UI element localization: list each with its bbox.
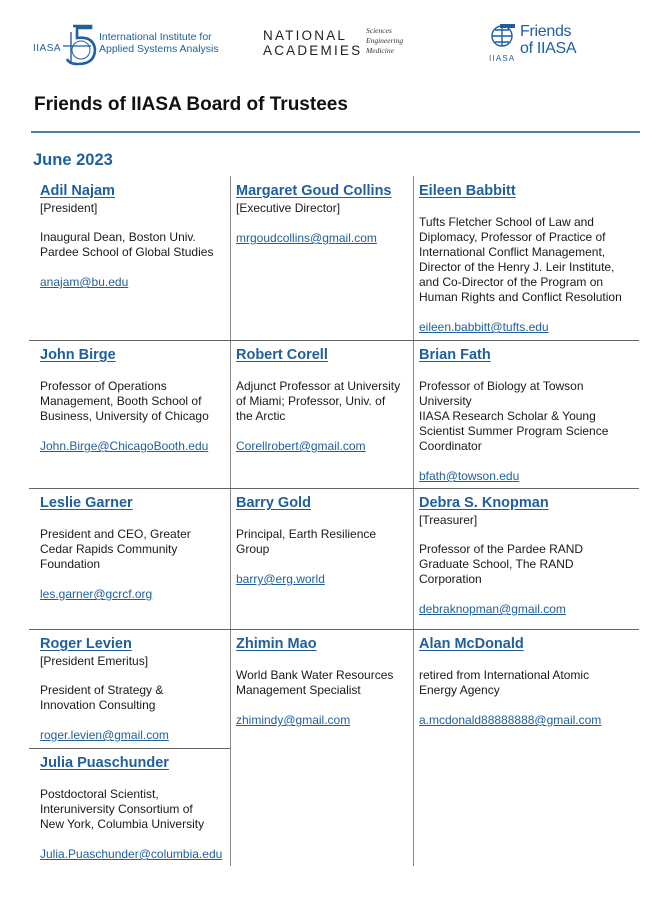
- trustee-card: [29, 748, 230, 866]
- trustee-name-link[interactable]: Zhimin Mao: [236, 636, 317, 652]
- trustee-description-line: Coordinator: [419, 439, 482, 453]
- trustee-description-line: Adjunct Professor at University: [236, 379, 401, 393]
- trustee-description-line: Inaugural Dean, Boston Univ.: [40, 230, 196, 244]
- trustee-role: [President Emeritus]: [40, 654, 149, 668]
- trustee-name-link[interactable]: Leslie Garner: [40, 495, 133, 511]
- trustee-description-line: IIASA Research Scholar & Young: [419, 409, 596, 423]
- iiasa-50-logo: [33, 22, 223, 68]
- trustee-description-line: Postdoctoral Scientist,: [40, 787, 159, 801]
- trustee-description-line: New York, Columbia University: [40, 817, 205, 831]
- trustee-name-link[interactable]: Roger Levien: [40, 636, 132, 652]
- trustee-description-line: Professor of Biology at Towson: [419, 379, 584, 393]
- trustee-description: [419, 542, 639, 587]
- trustee-description-line: Professor of the Pardee RAND: [419, 542, 584, 556]
- trustee-description: [236, 668, 413, 698]
- trustee-card: [29, 629, 230, 748]
- friends-globe-icon: [489, 22, 519, 54]
- trustee-description-line: Business, University of Chicago: [40, 409, 209, 423]
- friends-name: [520, 23, 576, 57]
- na-sub-sciences: Sciences: [366, 26, 392, 35]
- trustee-description-line: World Bank Water Resources: [236, 668, 394, 682]
- trustee-email-link[interactable]: debraknopman@gmail.com: [419, 602, 566, 616]
- trustee-description-line: and Co-Director of the Program on: [419, 275, 604, 289]
- trustee-name-link[interactable]: Julia Puaschunder: [40, 755, 169, 771]
- trustee-email-link[interactable]: les.garner@gcrcf.org: [40, 587, 153, 601]
- trustee-name-link[interactable]: Alan McDonald: [419, 636, 524, 652]
- trustee-description: [236, 379, 413, 424]
- trustee-email-link[interactable]: mrgoudcollins@gmail.com: [236, 231, 377, 245]
- trustee-description-line: Interuniversity Consortium of: [40, 802, 193, 816]
- trustee-card: [29, 340, 230, 488]
- trustee-card: [230, 488, 413, 629]
- trustee-description: [40, 379, 230, 424]
- trustee-description-line: Director of the Henry J. Leir Institute,: [419, 260, 615, 274]
- trustee-description: [40, 527, 230, 572]
- trustee-name-link[interactable]: Margaret Goud Collins: [236, 183, 392, 199]
- trustee-description-line: the Arctic: [236, 409, 286, 423]
- trustee-description-line: Corporation: [419, 572, 482, 586]
- trustee-role: [Executive Director]: [236, 201, 341, 215]
- na-sub-medicine: Medicine: [366, 46, 394, 55]
- friends-line1: Friends: [520, 23, 572, 40]
- trustee-description: [40, 683, 230, 713]
- trustee-card: [230, 629, 413, 748]
- trustee-description-line: Pardee School of Global Studies: [40, 245, 214, 259]
- trustee-email-link[interactable]: zhimindy@gmail.com: [236, 713, 351, 727]
- trustee-name-link[interactable]: Adil Najam: [40, 183, 115, 199]
- trustee-name-link[interactable]: Barry Gold: [236, 495, 311, 511]
- trustee-description: [40, 787, 230, 832]
- trustee-description-line: Graduate School, The RAND: [419, 557, 574, 571]
- trustee-email-link[interactable]: Julia.Puaschunder@columbia.edu: [40, 847, 223, 861]
- na-sub-engineering: Engineering: [366, 36, 404, 45]
- trustee-card: [413, 629, 639, 748]
- trustee-description-line: Energy Agency: [419, 683, 500, 697]
- trustee-description: [419, 668, 639, 698]
- trustee-email-link[interactable]: eileen.babbitt@tufts.edu: [419, 320, 549, 334]
- trustee-description-line: Tufts Fletcher School of Law and: [419, 215, 594, 229]
- iiasa-name-line1: International Institute for: [99, 31, 212, 43]
- trustee-name-link[interactable]: Debra S. Knopman: [419, 495, 549, 511]
- date-heading: June 2023: [33, 151, 113, 169]
- iiasa-institute-name: [99, 31, 219, 55]
- trustee-description-line: President of Strategy &: [40, 683, 164, 697]
- national-academies-logo: [263, 26, 423, 66]
- trustee-card: [413, 176, 639, 340]
- na-name: [263, 28, 362, 58]
- trustee-role: [President]: [40, 201, 98, 215]
- trustee-description-line: President and CEO, Greater: [40, 527, 191, 541]
- trustee-card: [230, 176, 413, 340]
- friends-line2: of IIASA: [520, 40, 577, 57]
- trustee-email-link[interactable]: roger.levien@gmail.com: [40, 728, 169, 742]
- trustee-email-link[interactable]: anajam@bu.edu: [40, 275, 129, 289]
- trustee-card: [230, 340, 413, 488]
- trustee-email-link[interactable]: a.mcdonald88888888@gmail.com: [419, 713, 602, 727]
- trustee-description-line: retired from International Atomic: [419, 668, 590, 682]
- iiasa-acronym: IIASA: [33, 43, 62, 54]
- trustee-description-line: Professor of Operations: [40, 379, 167, 393]
- trustee-email-link[interactable]: barry@erg.world: [236, 572, 325, 586]
- friends-iiasa-acronym: IIASA: [489, 54, 516, 63]
- iiasa-name-line2: Applied Systems Analysis: [99, 43, 219, 55]
- trustee-description-line: Scientist Summer Program Science: [419, 424, 609, 438]
- trustee-description-line: Principal, Earth Resilience: [236, 527, 377, 541]
- trustee-description-line: of Miami; Professor, Univ. of: [236, 394, 386, 408]
- trustee-description: [419, 215, 639, 305]
- trustee-card: [29, 176, 230, 340]
- trustee-name-link[interactable]: John Birge: [40, 347, 116, 363]
- trustee-description: [419, 379, 639, 454]
- na-subtitle: [366, 26, 403, 56]
- trustee-card: [413, 340, 639, 488]
- trustee-description-line: Group: [236, 542, 270, 556]
- trustee-description-line: International Conflict Management,: [419, 245, 606, 259]
- trustee-description-line: Human Rights and Conflict Resolution: [419, 290, 622, 304]
- friends-of-iiasa-logo: [489, 22, 589, 66]
- trustee-role: [Treasurer]: [419, 513, 478, 527]
- na-line2: ACADEMIES: [263, 43, 363, 58]
- trustee-email-link[interactable]: Corellrobert@gmail.com: [236, 439, 366, 453]
- trustee-name-link[interactable]: Eileen Babbitt: [419, 183, 516, 199]
- title-divider: [31, 131, 640, 133]
- trustee-email-link[interactable]: John.Birge@ChicagoBooth.edu: [40, 439, 209, 453]
- trustee-email-link[interactable]: bfath@towson.edu: [419, 469, 520, 483]
- trustee-description-line: Management, Booth School of: [40, 394, 202, 408]
- trustee-description: [40, 230, 230, 260]
- trustee-description-line: Diplomacy, Professor of Practice of: [419, 230, 606, 244]
- trustee-description-line: Innovation Consulting: [40, 698, 156, 712]
- trustee-description-line: Foundation: [40, 557, 101, 571]
- page-title: Friends of IIASA Board of Trustees: [34, 94, 348, 115]
- trustee-description-line: Cedar Rapids Community: [40, 542, 178, 556]
- trustee-description-line: University: [419, 394, 472, 408]
- trustee-description-line: Management Specialist: [236, 683, 361, 697]
- iiasa-50-emblem-icon: [33, 22, 99, 68]
- na-line1: NATIONAL: [263, 28, 348, 43]
- trustee-name-link[interactable]: Robert Corell: [236, 347, 328, 363]
- trustee-description: [236, 527, 413, 557]
- trustee-card: [413, 488, 639, 629]
- trustees-grid: [29, 176, 639, 866]
- trustee-card: [29, 488, 230, 629]
- trustee-name-link[interactable]: Brian Fath: [419, 347, 491, 363]
